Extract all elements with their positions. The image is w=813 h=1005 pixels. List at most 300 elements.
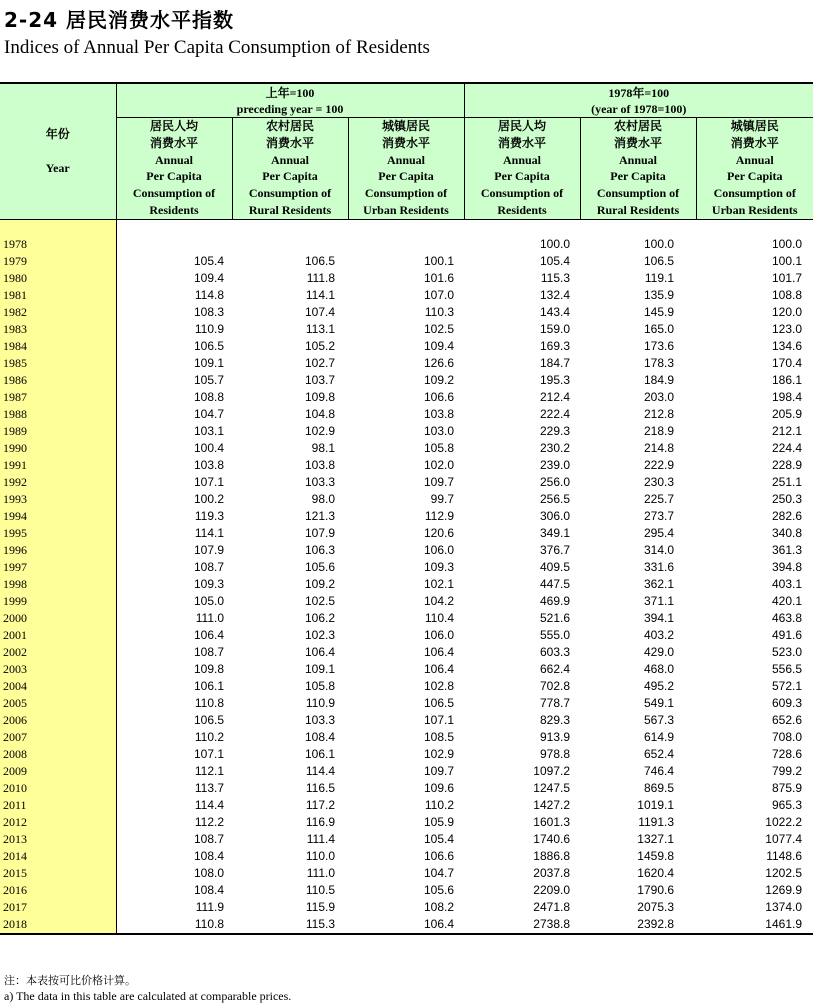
value-cell: 100.0 <box>539 236 570 251</box>
value-cell: 100.0 <box>771 236 802 251</box>
column-header-line: Consumption of <box>480 186 564 201</box>
year-cell: 1995 <box>0 525 116 542</box>
column-header-line: 消费水平 <box>149 135 198 150</box>
table-row <box>0 882 813 899</box>
table-row <box>0 287 813 304</box>
column-header-line: Consumption of <box>132 186 216 201</box>
value-cell: 205.9 <box>771 406 802 421</box>
value-cell: 108.5 <box>423 729 454 744</box>
year-cell: 2007 <box>0 729 116 746</box>
group-header-1978 <box>464 83 813 118</box>
value-cell: 875.9 <box>771 780 802 795</box>
group2-line2: (year of 1978=100) <box>591 101 687 116</box>
table-row <box>0 491 813 508</box>
year-cell: 1996 <box>0 542 116 559</box>
value-cell: 107.1 <box>193 474 224 489</box>
value-cell: 173.6 <box>643 338 674 353</box>
spacer-cell <box>348 219 464 236</box>
column-header-line: Per Capita <box>378 169 434 184</box>
value-cell: 224.4 <box>771 440 802 455</box>
value-cell: 116.5 <box>305 780 335 795</box>
value-cell: 117.2 <box>305 797 335 812</box>
value-cell: 829.3 <box>539 712 570 727</box>
table-row <box>0 695 813 712</box>
value-cell: 115.9 <box>305 899 335 914</box>
column-header-line: Per Capita <box>494 169 550 184</box>
value-cell: 106.5 <box>423 695 454 710</box>
value-cell: 105.6 <box>304 559 335 574</box>
value-cell: 222.9 <box>643 457 674 472</box>
value-cell: 111.0 <box>306 865 335 880</box>
value-cell: 109.3 <box>193 576 224 591</box>
column-header-line: Consumption of <box>364 186 448 201</box>
value-cell: 105.4 <box>423 831 454 846</box>
value-cell: 110.4 <box>424 610 454 625</box>
year-cell: 1994 <box>0 508 116 525</box>
table-row <box>0 780 813 797</box>
value-cell: 184.7 <box>539 355 570 370</box>
table-row <box>0 355 813 372</box>
table-row <box>0 593 813 610</box>
value-cell: 103.3 <box>304 712 335 727</box>
value-cell: 107.4 <box>304 304 335 319</box>
column-header-line: 农村居民 <box>265 119 314 133</box>
value-cell: 100.2 <box>193 491 224 506</box>
value-cell: 100.0 <box>643 236 674 251</box>
year-cell: 2011 <box>0 797 116 814</box>
value-cell: 567.3 <box>643 712 674 727</box>
value-cell: 110.9 <box>194 321 224 336</box>
column-header-line: Per Capita <box>610 169 666 184</box>
value-cell: 361.3 <box>771 542 802 557</box>
value-cell: 110.3 <box>424 304 454 319</box>
spacer-cell <box>580 219 696 236</box>
value-cell: 109.3 <box>423 559 454 574</box>
year-cell: 2009 <box>0 763 116 780</box>
value-cell: 98.1 <box>311 440 335 455</box>
value-cell: 103.8 <box>304 457 335 472</box>
column-header-line: 消费水平 <box>265 135 314 150</box>
year-cell: 2010 <box>0 780 116 797</box>
table-row <box>0 389 813 406</box>
column-header-line: Consumption of <box>596 186 680 201</box>
table-row <box>0 814 813 831</box>
value-cell: 1191.3 <box>638 814 674 829</box>
value-cell: 403.1 <box>771 576 802 591</box>
value-cell: 340.8 <box>771 525 802 540</box>
value-cell: 1601.3 <box>533 814 570 829</box>
value-cell: 106.0 <box>423 542 454 557</box>
year-cell: 2018 <box>0 916 116 934</box>
year-cell: 1985 <box>0 355 116 372</box>
year-cell: 2002 <box>0 644 116 661</box>
value-cell: 229.3 <box>539 423 570 438</box>
value-cell: 109.4 <box>193 270 224 285</box>
value-cell: 114.1 <box>194 525 224 540</box>
table-row <box>0 797 813 814</box>
year-cell: 2015 <box>0 865 116 882</box>
value-cell: 169.3 <box>539 338 570 353</box>
value-cell: 429.0 <box>643 644 674 659</box>
value-cell: 491.6 <box>771 627 802 642</box>
year-header <box>0 83 116 219</box>
value-cell: 1790.6 <box>637 882 674 897</box>
value-cell: 295.4 <box>643 525 674 540</box>
table-row <box>0 525 813 542</box>
value-cell: 104.7 <box>423 865 454 880</box>
value-cell: 778.7 <box>539 695 570 710</box>
value-cell: 225.7 <box>643 491 674 506</box>
value-cell: 178.3 <box>643 355 674 370</box>
value-cell: 108.4 <box>193 848 224 863</box>
value-cell: 2392.8 <box>580 916 696 934</box>
value-cell: 109.7 <box>423 474 454 489</box>
table-row <box>0 831 813 848</box>
column-header-line: 居民人均 <box>497 119 546 133</box>
value-cell: 110.2 <box>424 797 454 812</box>
value-cell: 1327.1 <box>637 831 674 846</box>
value-cell: 108.7 <box>193 559 224 574</box>
value-cell: 112.1 <box>194 763 224 778</box>
year-cell: 2005 <box>0 695 116 712</box>
table-row <box>0 848 813 865</box>
value-cell: 165.0 <box>643 321 674 336</box>
value-cell: 106.1 <box>193 678 224 693</box>
value-cell: 463.8 <box>771 610 802 625</box>
table-row <box>0 916 813 934</box>
year-cell: 1992 <box>0 474 116 491</box>
value-cell: 109.4 <box>423 338 454 353</box>
value-cell: 105.4 <box>539 253 570 268</box>
value-cell: 1620.4 <box>637 865 674 880</box>
year-cell: 1991 <box>0 457 116 474</box>
year-cell: 1989 <box>0 423 116 440</box>
value-cell: 106.2 <box>304 610 335 625</box>
value-cell: 447.5 <box>539 576 570 591</box>
value-cell: 913.9 <box>539 729 570 744</box>
value-cell: 103.8 <box>423 406 454 421</box>
table-row <box>0 423 813 440</box>
value-cell: 1019.1 <box>637 797 674 812</box>
value-cell: 549.1 <box>643 695 674 710</box>
value-cell: 106.5 <box>304 253 335 268</box>
spacer-cell <box>696 219 813 236</box>
value-cell: 104.7 <box>193 406 224 421</box>
value-cell: 102.5 <box>423 321 454 336</box>
value-cell: 282.6 <box>771 508 802 523</box>
column-header-2 <box>232 118 348 220</box>
value-cell: 2471.8 <box>533 899 570 914</box>
table-row <box>0 644 813 661</box>
value-cell: 105.8 <box>304 678 335 693</box>
table-row <box>0 508 813 525</box>
value-cell: 652.6 <box>771 712 802 727</box>
value-cell: 572.1 <box>771 678 802 693</box>
value-cell: 100.1 <box>423 253 454 268</box>
table-row <box>0 661 813 678</box>
value-cell: 114.4 <box>305 763 335 778</box>
value-cell <box>116 236 232 253</box>
value-cell: 555.0 <box>539 627 570 642</box>
value-cell: 556.5 <box>771 661 802 676</box>
column-header-4 <box>464 118 580 220</box>
year-cell: 2012 <box>0 814 116 831</box>
value-cell: 108.2 <box>423 899 454 914</box>
value-cell: 105.2 <box>304 338 335 353</box>
value-cell: 108.4 <box>193 882 224 897</box>
value-cell: 184.9 <box>643 372 674 387</box>
value-cell: 108.4 <box>304 729 335 744</box>
value-cell: 198.4 <box>771 389 802 404</box>
year-header-en: Year <box>45 160 70 175</box>
value-cell: 120.6 <box>423 525 454 540</box>
value-cell: 111.8 <box>306 270 335 285</box>
value-cell: 115.3 <box>540 270 570 285</box>
value-cell: 603.3 <box>539 644 570 659</box>
value-cell: 746.4 <box>643 763 674 778</box>
value-cell: 102.9 <box>423 746 454 761</box>
value-cell: 702.8 <box>539 678 570 693</box>
value-cell: 113.7 <box>194 780 224 795</box>
table-row <box>0 474 813 491</box>
column-header-line: 城镇居民 <box>381 119 430 133</box>
value-cell: 394.1 <box>643 610 674 625</box>
year-cell: 1999 <box>0 593 116 610</box>
value-cell: 106.3 <box>304 542 335 557</box>
year-cell: 2017 <box>0 899 116 916</box>
value-cell: 109.8 <box>193 661 224 676</box>
value-cell: 469.9 <box>539 593 570 608</box>
value-cell: 609.3 <box>771 695 802 710</box>
value-cell: 134.6 <box>771 338 802 353</box>
column-header-line: 消费水平 <box>497 135 546 150</box>
value-cell: 2075.3 <box>637 899 674 914</box>
value-cell: 104.8 <box>304 406 335 421</box>
value-cell: 103.3 <box>304 474 335 489</box>
year-cell: 2006 <box>0 712 116 729</box>
value-cell: 101.7 <box>771 270 802 285</box>
value-cell: 728.6 <box>771 746 802 761</box>
value-cell <box>348 236 464 253</box>
column-header-line: 消费水平 <box>381 135 430 150</box>
value-cell: 135.9 <box>643 287 674 302</box>
table-row <box>0 304 813 321</box>
value-cell: 186.1 <box>771 372 802 387</box>
year-cell: 1997 <box>0 559 116 576</box>
value-cell: 159.0 <box>539 321 570 336</box>
column-header-line: Annual <box>270 152 310 167</box>
value-cell: 106.4 <box>423 661 454 676</box>
value-cell: 109.1 <box>304 661 335 676</box>
value-cell: 1097.2 <box>533 763 570 778</box>
value-cell: 120.0 <box>771 304 802 319</box>
value-cell: 110.2 <box>194 729 224 744</box>
value-cell: 110.8 <box>194 695 224 710</box>
value-cell: 212.1 <box>771 423 802 438</box>
value-cell: 102.7 <box>304 355 335 370</box>
value-cell: 106.6 <box>423 848 454 863</box>
value-cell: 114.4 <box>194 797 224 812</box>
value-cell: 212.4 <box>539 389 570 404</box>
value-cell: 218.9 <box>643 423 674 438</box>
value-cell: 1374.0 <box>765 899 802 914</box>
group1-line2: preceding year = 100 <box>236 101 344 116</box>
value-cell: 495.2 <box>643 678 674 693</box>
value-cell: 256.5 <box>539 491 570 506</box>
value-cell: 214.8 <box>643 440 674 455</box>
value-cell: 314.0 <box>643 542 674 557</box>
value-cell: 103.7 <box>304 372 335 387</box>
value-cell: 143.4 <box>539 304 570 319</box>
table-row <box>0 253 813 270</box>
year-cell: 1980 <box>0 270 116 287</box>
column-header-line: 消费水平 <box>730 135 779 150</box>
table-row <box>0 627 813 644</box>
column-header-3 <box>348 118 464 220</box>
column-header-6 <box>696 118 813 220</box>
value-cell: 102.8 <box>423 678 454 693</box>
value-cell: 869.5 <box>643 780 674 795</box>
column-header-line: Annual <box>386 152 426 167</box>
table-row <box>0 763 813 780</box>
value-cell: 106.5 <box>643 253 674 268</box>
table-row <box>0 321 813 338</box>
value-cell: 2037.8 <box>533 865 570 880</box>
value-cell: 112.2 <box>194 814 224 829</box>
value-cell: 109.7 <box>423 763 454 778</box>
value-cell: 523.0 <box>771 644 802 659</box>
value-cell: 116.9 <box>305 814 335 829</box>
value-cell: 110.0 <box>305 848 335 863</box>
table-row <box>0 746 813 763</box>
value-cell: 106.4 <box>193 627 224 642</box>
year-cell: 1984 <box>0 338 116 355</box>
value-cell: 108.8 <box>771 287 802 302</box>
value-cell: 102.9 <box>304 423 335 438</box>
value-cell: 107.9 <box>304 525 335 540</box>
column-header-line: Residents <box>149 202 199 217</box>
table-row <box>0 372 813 389</box>
value-cell: 109.8 <box>304 389 335 404</box>
value-cell: 106.5 <box>193 712 224 727</box>
table-row <box>0 576 813 593</box>
year-cell: 2001 <box>0 627 116 644</box>
page-title-cn: 2-24 居民消费水平指数 <box>4 8 235 32</box>
value-cell: 123.0 <box>771 321 802 336</box>
value-cell: 965.3 <box>771 797 802 812</box>
value-cell: 119.3 <box>194 508 224 523</box>
value-cell: 111.4 <box>306 831 335 846</box>
value-cell: 250.3 <box>771 491 802 506</box>
value-cell: 109.2 <box>304 576 335 591</box>
value-cell: 108.3 <box>193 304 224 319</box>
table-row <box>0 865 813 882</box>
consumption-index-table <box>0 82 813 935</box>
column-header-line: Annual <box>618 152 658 167</box>
value-cell: 1077.4 <box>765 831 802 846</box>
column-header-line: 消费水平 <box>613 135 662 150</box>
year-cell: 2014 <box>0 848 116 865</box>
value-cell: 103.1 <box>193 423 224 438</box>
value-cell: 108.7 <box>193 644 224 659</box>
column-header-line: Urban Residents <box>363 202 449 217</box>
value-cell <box>232 236 348 253</box>
value-cell: 256.0 <box>539 474 570 489</box>
column-header-line: Consumption of <box>713 186 796 201</box>
value-cell: 106.4 <box>348 916 464 934</box>
year-cell: 1983 <box>0 321 116 338</box>
value-cell: 106.6 <box>423 389 454 404</box>
value-cell: 102.0 <box>423 457 454 472</box>
value-cell: 106.5 <box>193 338 224 353</box>
table-row <box>0 678 813 695</box>
table-row <box>0 406 813 423</box>
table-row <box>0 236 813 253</box>
value-cell: 107.0 <box>423 287 454 302</box>
value-cell: 110.9 <box>305 695 335 710</box>
year-cell: 1993 <box>0 491 116 508</box>
value-cell: 110.5 <box>305 882 335 897</box>
year-cell: 1998 <box>0 576 116 593</box>
value-cell: 1427.2 <box>533 797 570 812</box>
value-cell: 110.8 <box>116 916 232 934</box>
column-header-line: Per Capita <box>146 169 202 184</box>
value-cell: 109.1 <box>193 355 224 370</box>
year-cell: 1986 <box>0 372 116 389</box>
value-cell: 105.0 <box>193 593 224 608</box>
value-cell: 100.4 <box>193 440 224 455</box>
column-header-1 <box>116 118 232 220</box>
value-cell: 371.1 <box>643 593 674 608</box>
value-cell: 112.9 <box>424 508 454 523</box>
value-cell: 614.9 <box>643 729 674 744</box>
value-cell: 230.3 <box>643 474 674 489</box>
value-cell: 108.0 <box>193 865 224 880</box>
year-cell: 1982 <box>0 304 116 321</box>
table-row <box>0 457 813 474</box>
value-cell: 662.4 <box>539 661 570 676</box>
value-cell: 119.1 <box>644 270 674 285</box>
value-cell: 105.8 <box>423 440 454 455</box>
value-cell: 98.0 <box>311 491 335 506</box>
value-cell: 102.5 <box>304 593 335 608</box>
column-header-line: Annual <box>502 152 542 167</box>
value-cell: 1148.6 <box>766 848 802 863</box>
value-cell: 99.7 <box>430 491 454 506</box>
column-header-line: Residents <box>497 202 547 217</box>
value-cell: 115.3 <box>232 916 348 934</box>
value-cell: 170.4 <box>771 355 802 370</box>
value-cell: 107.9 <box>193 542 224 557</box>
value-cell: 349.1 <box>539 525 570 540</box>
value-cell: 114.8 <box>194 287 224 302</box>
value-cell: 106.0 <box>423 627 454 642</box>
column-header-line: 城镇居民 <box>730 119 779 133</box>
year-cell: 1979 <box>0 253 116 270</box>
value-cell: 106.4 <box>423 644 454 659</box>
value-cell: 145.9 <box>643 304 674 319</box>
spacer-cell <box>116 219 232 236</box>
value-cell: 799.2 <box>771 763 802 778</box>
note-cn: 注：本表按可比价格计算。 <box>4 974 136 987</box>
year-cell: 1981 <box>0 287 116 304</box>
table-row <box>0 270 813 287</box>
value-cell: 113.1 <box>305 321 335 336</box>
value-cell: 409.5 <box>539 559 570 574</box>
value-cell: 708.0 <box>771 729 802 744</box>
group2-line1: 1978年=100 <box>608 85 670 100</box>
value-cell: 521.6 <box>539 610 570 625</box>
